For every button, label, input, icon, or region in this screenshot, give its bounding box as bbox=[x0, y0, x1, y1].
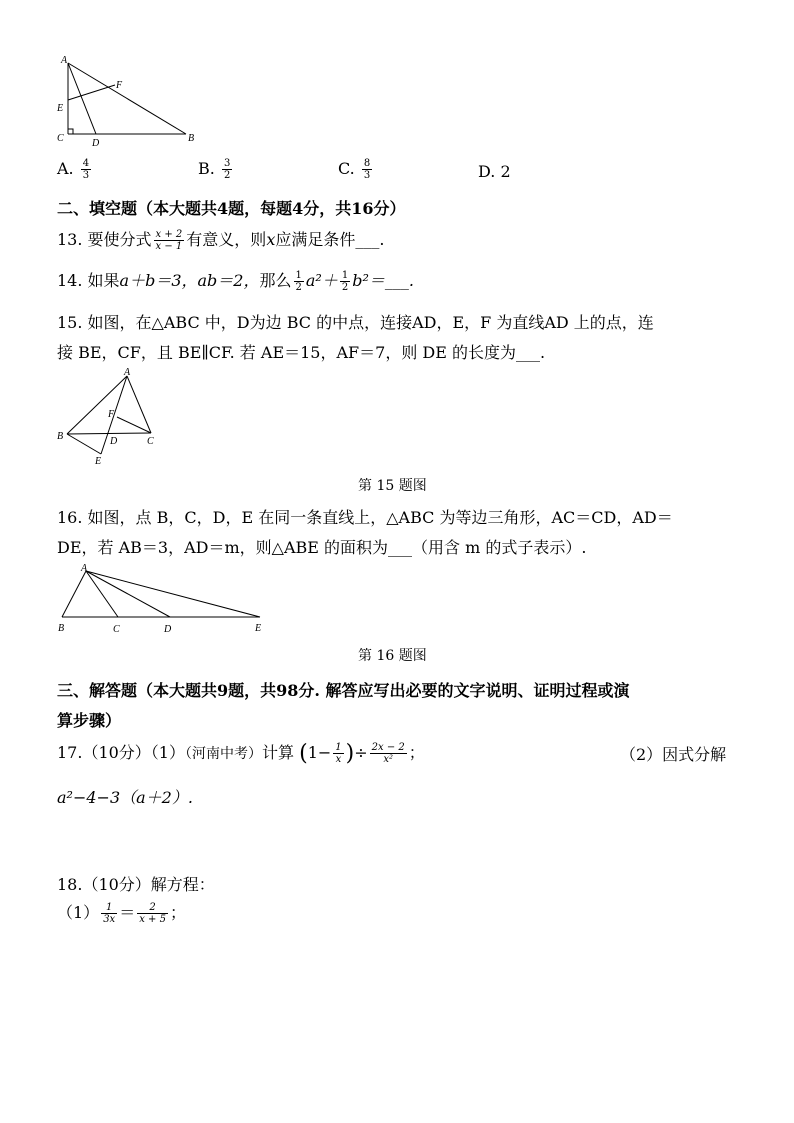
section2-title: 二、填空题（本大题共4题，每题4分，共16分） bbox=[57, 199, 406, 218]
fig15-label-E: E bbox=[95, 456, 102, 467]
fig12-label-F: F bbox=[116, 80, 123, 91]
q16-line2: DE，若 AB＝3，AD＝m，则△ABE 的面积为___（用含 m 的式子表示）. bbox=[57, 538, 587, 557]
fig16-label-D: D bbox=[164, 624, 172, 635]
q18-title: 18.（10分）解方程： bbox=[57, 875, 215, 894]
q12-figure bbox=[52, 55, 202, 150]
option-fraction: $\frac{3}{2}$ bbox=[223, 158, 231, 181]
q12-option-d bbox=[478, 162, 511, 181]
fig15-label-B: B bbox=[57, 431, 64, 442]
option-fraction: $\frac{4}{3}$ bbox=[82, 158, 90, 181]
fig12-label-D: D bbox=[92, 138, 100, 149]
q17-line1: 17.（10分）（1）（河南中考）计算 (1− $\frac{1}{x}$ )÷ $\frac{2x - 2}{\text{x²}}$ ； bbox=[57, 741, 425, 766]
fig15-label-C: C bbox=[147, 436, 154, 447]
option-letter: D. bbox=[478, 162, 496, 181]
fig15-label-A: A bbox=[124, 367, 131, 378]
fig15-label-D: D bbox=[110, 436, 118, 447]
option-value: 2 bbox=[500, 162, 511, 181]
option-letter: A. bbox=[57, 159, 74, 178]
q17-line2: a²−4−3（a＋2）. bbox=[57, 788, 193, 807]
q16-line1: 16. 如图，点 B，C，D，E 在同一条直线上，△ABC 为等边三角形，AC＝CD，AD＝ bbox=[57, 508, 673, 527]
option-letter: C. bbox=[338, 159, 355, 178]
q17-frac-1: $\frac{1}{x}$ bbox=[335, 742, 342, 765]
q17-frac-2: $\frac{2x - 2}{\text{x²}}$ bbox=[371, 742, 405, 765]
q13: 13. 要使分式 $\frac{x + 2}{x - 1}$ 有意义，则x应满足条件___. bbox=[57, 229, 385, 252]
section3-line1: 三、解答题（本大题共9题，共98分. 解答应写出必要的文字说明、证明过程或演 bbox=[57, 681, 630, 700]
fig12-label-C: C bbox=[57, 133, 64, 144]
q18-frac-left: $\frac{1}{3x}$ bbox=[103, 902, 116, 925]
fig16-label-A: A bbox=[81, 563, 88, 574]
fig15-label-F: F bbox=[108, 409, 115, 420]
section3-line2: 算步骤） bbox=[57, 711, 122, 730]
q15-caption: 第 15 题图 bbox=[358, 478, 427, 494]
option-fraction: $\frac{8}{3}$ bbox=[363, 158, 371, 181]
q14: 14. 如果a＋b＝3，ab＝2，那么 $\frac{1}{2}$ a²＋ $\frac{1}{2}$ b²＝___. bbox=[57, 270, 414, 293]
fig16-label-E: E bbox=[255, 623, 262, 634]
q12-option-b bbox=[198, 158, 234, 181]
q17-part2: （2）因式分解 bbox=[620, 745, 727, 764]
fig12-label-A: A bbox=[61, 55, 68, 66]
q15-line1: 15. 如图，在△ABC 中，D为边 BC 的中点，连接AD，E，F 为直线AD 上的点，连 bbox=[57, 313, 654, 332]
fig16-label-B: B bbox=[58, 623, 65, 634]
q16-figure bbox=[52, 562, 272, 638]
q14-half-a: $\frac{1}{2}$ bbox=[295, 270, 302, 293]
q18-part1: （1） $\frac{1}{3x}$ ＝ $\frac{2}{x + 5}$ ； bbox=[57, 902, 186, 925]
q14-half-b: $\frac{1}{2}$ bbox=[341, 270, 349, 293]
fig12-label-B: B bbox=[188, 133, 195, 144]
q12-option-a bbox=[57, 158, 93, 181]
fig12-label-E: E bbox=[57, 103, 64, 114]
q15-figure bbox=[55, 366, 165, 468]
fig16-label-C: C bbox=[113, 624, 120, 635]
q15-line2: 接 BE，CF，且 BE∥CF. 若 AE＝15，AF＝7，则 DE 的长度为___. bbox=[57, 343, 546, 362]
option-letter: B. bbox=[198, 159, 215, 178]
q18-frac-right: $\frac{2}{x + 5}$ bbox=[139, 902, 166, 925]
q12-option-c bbox=[338, 158, 374, 181]
q13-fraction: $\frac{x + 2}{x - 1}$ bbox=[155, 229, 183, 252]
q16-caption: 第 16 题图 bbox=[358, 648, 427, 664]
